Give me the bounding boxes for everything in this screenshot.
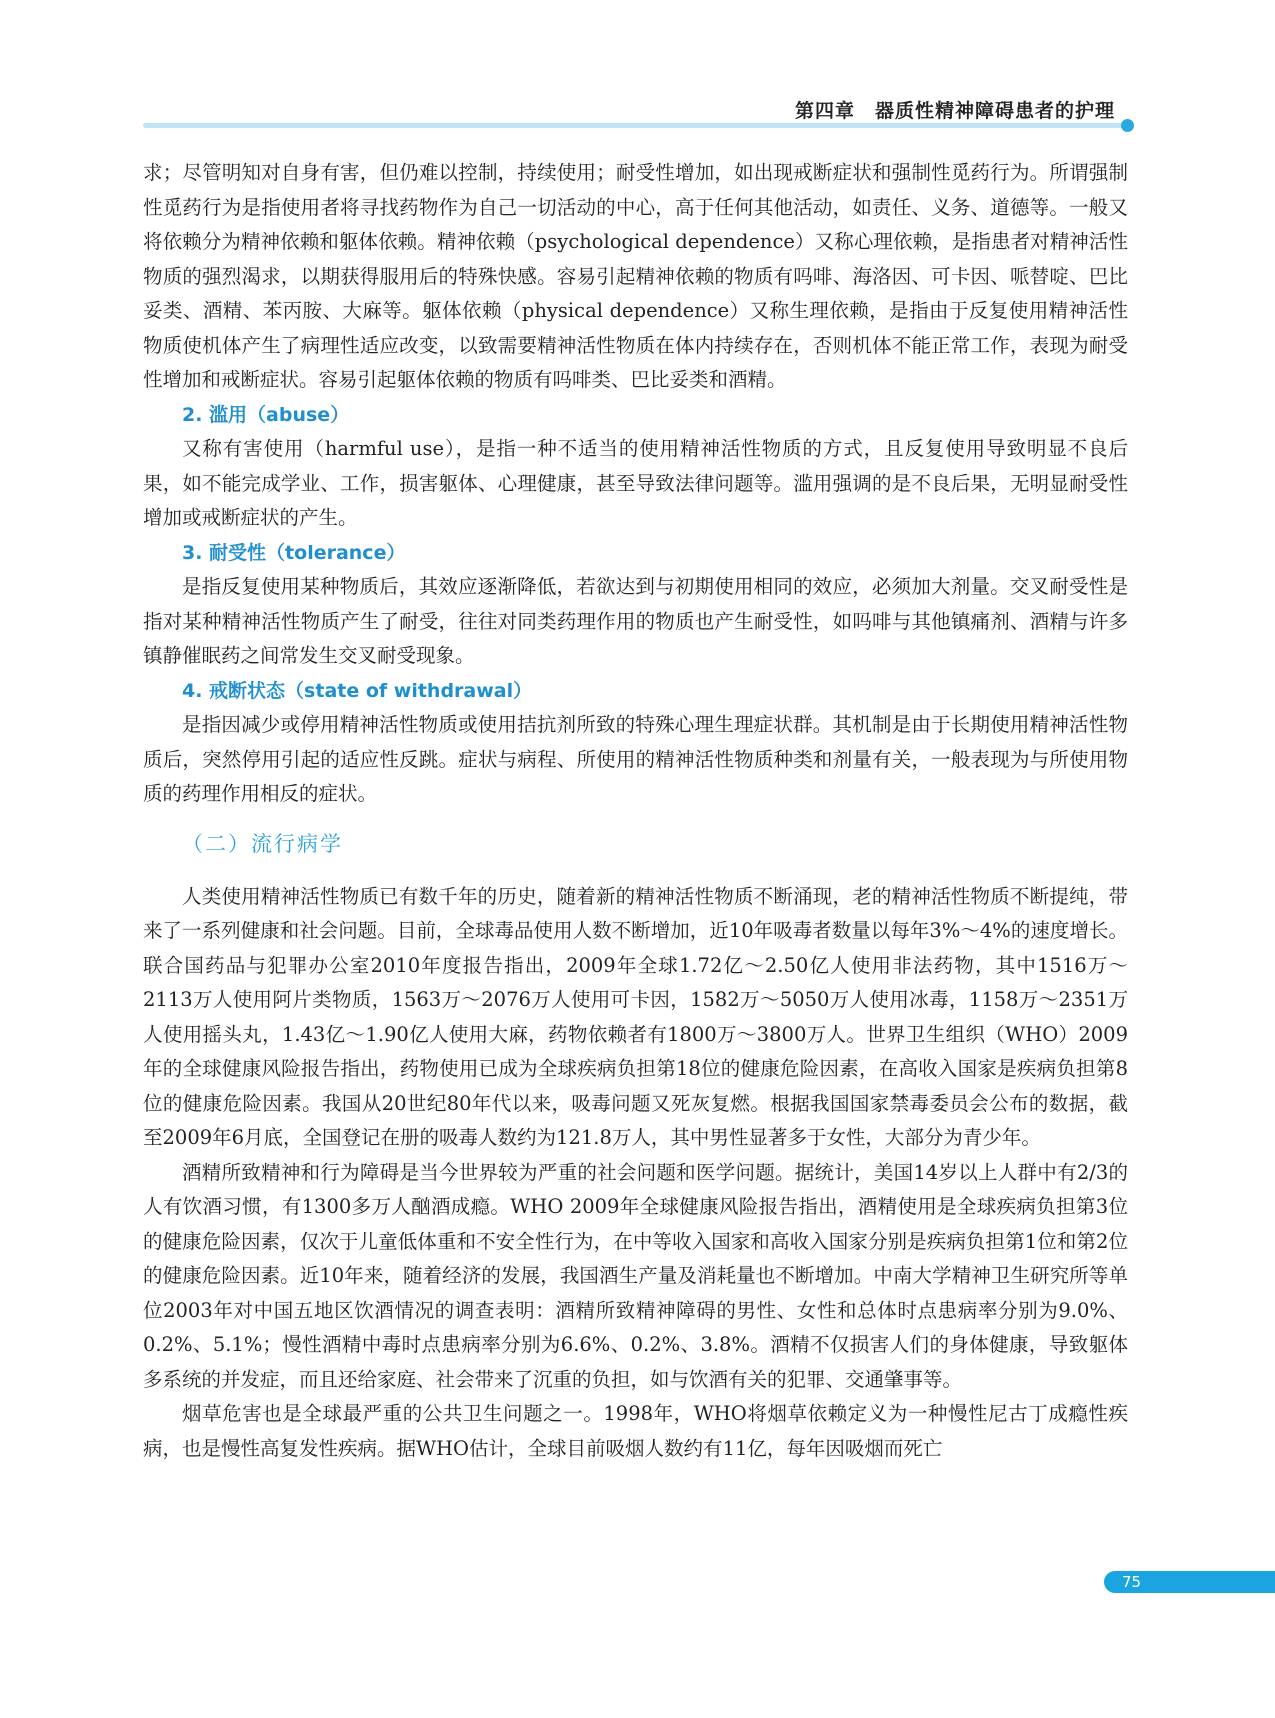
subheading-abuse: 2. 滥用（abuse） xyxy=(182,403,350,426)
page-body xyxy=(143,156,1128,1466)
header-dot xyxy=(1121,119,1134,132)
page-number: 75 xyxy=(1122,1573,1142,1591)
section-heading-epidemiology: （二）流行病学 xyxy=(182,831,343,856)
paragraph-abuse: 又称有害使用（harmful use），是指一种不适当的使用精神活性物质的方式，且反复使用导致明显不良后果，如不能完成学业、工作，损害躯体、心理健康，甚至导致法律问题等。滥用强调的是不良后果，无明显耐受性增加或戒断症状的产生。 xyxy=(143,437,1128,529)
page-number-tab xyxy=(1104,1571,1275,1593)
subheading-withdrawal: 4. 戒断状态（state of withdrawal） xyxy=(182,679,533,702)
subheading-tolerance: 3. 耐受性（tolerance） xyxy=(182,541,406,564)
paragraph-epidemiology-alcohol: 酒精所致精神和行为障碍是当今世界较为严重的社会问题和医学问题。据统计，美国14岁以上人群中有2/3的人有饮酒习惯，有1300多万人酗酒成瘾。WHO 2009年全球健康风险报告指出，酒精使用是全球疾病负担第3位的健康危险因素，仅次于儿童低体重和不安全性行为，在中等收入国家和高收入国家分别是疾病负担第1位和第2位的健康危险因素。近10年来，随着经济的发展，我国酒生产量及消耗量也不断增加。中南大学精神卫生研究所等单位2003年对中国五地区饮酒情况的调查表明：酒精所致精神障碍的男性、女性和总体时点患病率分别为9.0%、0.2%、5.1%；慢性酒精中毒时点患病率分别为6.6%、0.2%、3.8%。酒精不仅损害人们的身体健康，导致躯体多系统的并发症，而且还给家庭、社会带来了沉重的负担，如与饮酒有关的犯罪、交通肇事等。 xyxy=(143,1160,1128,1391)
paragraph-tolerance: 是指反复使用某种物质后，其效应逐渐降低，若欲达到与初期使用相同的效应，必须加大剂量。交叉耐受性是指对某种精神活性物质产生了耐受，往往对同类药理作用的物质也产生耐受性，如吗啡与其他镇痛剂、酒精与许多镇静催眠药之间常发生交叉耐受现象。 xyxy=(143,575,1128,667)
header-rule xyxy=(143,123,1126,128)
paragraph-epidemiology-tobacco: 烟草危害也是全球最严重的公共卫生问题之一。1998年，WHO将烟草依赖定义为一种慢性尼古丁成瘾性疾病，也是慢性高复发性疾病。据WHO估计，全球目前吸烟人数约有11亿，每年因吸烟而死亡 xyxy=(143,1402,1128,1460)
chapter-header-title: 第四章 器质性精神障碍患者的护理 xyxy=(794,100,1115,122)
paragraph-dependence: 求；尽管明知对自身有害，但仍难以控制，持续使用；耐受性增加，如出现戒断症状和强制性觅药行为。所谓强制性觅药行为是指使用者将寻找药物作为自己一切活动的中心，高于任何其他活动，如责任、义务、道德等。一般又将依赖分为精神依赖和躯体依赖。精神依赖（psychological dependence）又称心理依赖，是指患者对精神活性物质的强烈渴求，以期获得服用后的特殊快感。容易引起精神依赖的物质有吗啡、海洛因、可卡因、哌替啶、巴比妥类、酒精、苯丙胺、大麻等。躯体依赖（physical dependence）又称生理依赖，是指由于反复使用精神活性物质使机体产生了病理性适应改变，以致需要精神活性物质在体内持续存在，否则机体不能正常工作，表现为耐受性增加和戒断症状。容易引起躯体依赖的物质有吗啡类、巴比妥类和酒精。 xyxy=(143,161,1128,391)
paragraph-withdrawal: 是指因减少或停用精神活性物质或使用拮抗剂所致的特殊心理生理症状群。其机制是由于长期使用精神活性物质后，突然停用引起的适应性反跳。症状与病程、所使用的精神活性物质种类和剂量有关，一般表现为与所使用物质的药理作用相反的症状。 xyxy=(143,713,1128,805)
paragraph-epidemiology-drugs: 人类使用精神活性物质已有数千年的历史，随着新的精神活性物质不断涌现，老的精神活性物质不断提纯，带来了一系列健康和社会问题。目前，全球毒品使用人数不断增加，近10年吸毒者数量以每年3%～4%的速度增长。联合国药品与犯罪办公室2010年度报告指出，2009年全球1.72亿～2.50亿人使用非法药物，其中1516万～2113万人使用阿片类物质，1563万～2076万人使用可卡因，1582万～5050万人使用冰毒，1158万～2351万人使用摇头丸，1.43亿～1.90亿人使用大麻，药物依赖者有1800万～3800万人。世界卫生组织（WHO）2009年的全球健康风险报告指出，药物使用已成为全球疾病负担第18位的健康危险因素，在高收入国家是疾病负担第8位的健康危险因素。我国从20世纪80年代以来，吸毒问题又死灰复燃。根据我国国家禁毒委员会公布的数据，截至2009年6月底，全国登记在册的吸毒人数约为121.8万人，其中男性显著多于女性，大部分为青少年。 xyxy=(143,884,1128,1149)
